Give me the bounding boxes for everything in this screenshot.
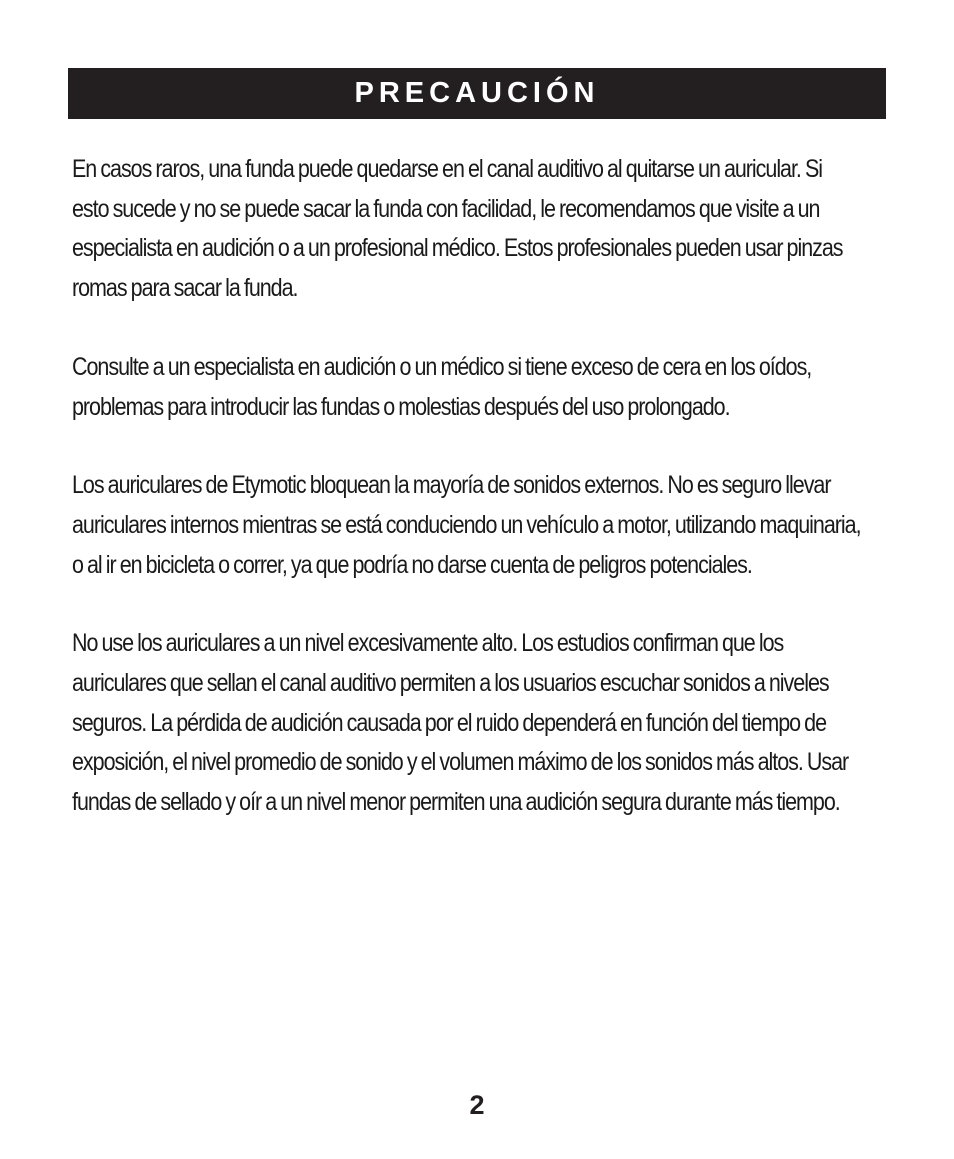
document-body [72, 150, 862, 862]
paragraph-external-sounds: Los auriculares de Etymotic bloquean la mayoría de sonidos externos. No es seguro llevar auriculares internos mientras se está conduciendo un vehículo a motor, utilizando maquinaria, o al ir en bicicleta o correr, ya que podría no darse cuenta de peligros potenciales. [72, 471, 861, 579]
paragraph-consult-specialist: Consulte a un especialista en audición o un médico si tiene exceso de cera en los oídos, problemas para introducir las fundas o molestias después del uso prolongado. [72, 352, 812, 421]
paragraph-earpiece-stuck: En casos raros, una funda puede quedarse en el canal auditivo al quitarse un auricular. Si esto sucede y no se puede sacar la funda con facilidad, le recomendamos que visite a un especialista en audición o a un profesional médico. Estos profesionales pueden usar pinzas romas para sacar la funda. [72, 155, 843, 303]
section-title: PRECAUCIÓN [354, 77, 600, 109]
paragraph-volume-level: No use los auriculares a un nivel excesivamente alto. Los estudios confirman que los auriculares que sellan el canal auditivo permiten a los usuarios escuchar sonidos a niveles seguros. La pérdida de audición causada por el ruido dependerá en función del tiempo de exposición, el nivel promedio de sonido y el volumen máximo de los sonidos más altos. Usar fundas de sellado y oír a un nivel menor permiten una audición segura durante más tiempo. [72, 629, 849, 817]
page-number: 2 [469, 1090, 485, 1120]
section-header-bar [68, 68, 886, 119]
